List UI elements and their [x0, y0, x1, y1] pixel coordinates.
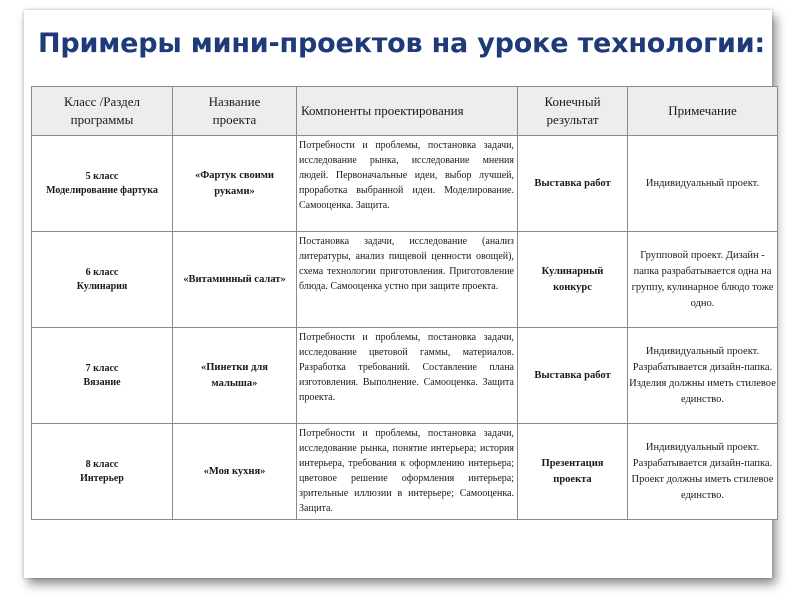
result-line2: конкурс — [553, 281, 592, 293]
table-row — [32, 328, 778, 424]
cell-class — [32, 136, 173, 232]
result-line1: Презентация — [541, 457, 604, 469]
cell-components — [297, 424, 518, 520]
cell-result — [518, 424, 628, 520]
header-result — [518, 87, 628, 136]
cell-components — [297, 232, 518, 328]
table-row — [32, 232, 778, 328]
project-name-line1: «Моя кухня» — [203, 465, 266, 477]
table-row — [32, 136, 778, 232]
header-name-line2: проекта — [212, 112, 257, 127]
cell-note: Индивидуальный проект. — [628, 136, 778, 232]
cell-result — [518, 232, 628, 328]
class-section: Интерьер — [80, 472, 124, 484]
class-section: Моделирование фартука — [46, 184, 158, 196]
cell-project-name — [173, 328, 297, 424]
header-name-line1: Название — [208, 94, 261, 109]
cell-class — [32, 232, 173, 328]
cell-note: Индивидуальный проект. Разрабатывается дизайн-папка. Проект должны иметь стилевое единство. — [628, 424, 778, 520]
class-grade: 8 класс — [85, 458, 119, 470]
result-line2: проекта — [553, 473, 592, 485]
components-text: Потребности и проблемы, постановка задачи, исследование рынка, исследование мнения людей. Первоначальные идеи, выбор лучшей, проработка выбранной идеи. Моделирование. Самооценка. Защита. — [299, 140, 514, 211]
class-section: Кулинария — [76, 280, 128, 292]
result-line1: Выставка работ — [534, 369, 611, 381]
cell-components — [297, 328, 518, 424]
cell-project-name — [173, 424, 297, 520]
cell-project-name — [173, 232, 297, 328]
project-name-line1: «Фартук своими — [195, 169, 274, 181]
project-name-line1: «Пинетки для — [201, 361, 268, 373]
cell-result — [518, 136, 628, 232]
class-grade: 6 класс — [85, 266, 119, 278]
slide-title: Примеры мини-проектов на уроке технологии: — [38, 28, 766, 59]
project-name-line1: «Витаминный салат» — [183, 273, 286, 285]
header-result-line2: результат — [546, 112, 599, 127]
header-name — [173, 87, 297, 136]
cell-components — [297, 136, 518, 232]
header-class-line1: Класс /Раздел — [63, 94, 141, 109]
header-class — [32, 87, 173, 136]
cell-class — [32, 424, 173, 520]
class-grade: 5 класс — [85, 170, 119, 182]
class-section: Вязание — [83, 376, 121, 388]
cell-note: Групповой проект. Дизайн - папка разрабатывается одна на группу, кулинарное блюдо тоже одно. — [628, 232, 778, 328]
projects-table — [31, 86, 778, 520]
cell-note: Индивидуальный проект. Разрабатывается дизайн-папка. Изделия должны иметь стилевое единство. — [628, 328, 778, 424]
cell-project-name — [173, 136, 297, 232]
components-text: Потребности и проблемы, постановка задачи, исследование рынка, понятие интерьера; история интерьера, требования к оформлению интерьера; цветовое решение оформления интерьера; зрительные иллюзии в интерьере; Самооценка. Защита. — [299, 428, 514, 514]
project-name-line2: руками» — [214, 185, 255, 197]
header-note: Примечание — [628, 87, 778, 136]
header-class-line2: программы — [70, 112, 134, 127]
project-name-line2: малыша» — [211, 377, 258, 389]
table-row — [32, 424, 778, 520]
result-line1: Выставка работ — [534, 177, 611, 189]
header-components: Компоненты проектирования — [297, 87, 518, 136]
components-text: Потребности и проблемы, постановка задачи, исследование цветовой гаммы, материалов. Разработка требований. Составление плана изготовления. Выполнение. Самооценка. Защита проекта. — [299, 332, 514, 403]
cell-class — [32, 328, 173, 424]
header-result-line1: Конечный — [544, 94, 601, 109]
class-grade: 7 класс — [85, 362, 119, 374]
result-line1: Кулинарный — [541, 265, 604, 277]
table-header-row — [32, 87, 778, 136]
components-text: Постановка задачи, исследование (анализ литературы, анализ пищевой ценности овощей), схема технологии приготовления. Приготовление блюда. Самооценка устно при защите проекта. — [299, 236, 514, 292]
cell-result — [518, 328, 628, 424]
